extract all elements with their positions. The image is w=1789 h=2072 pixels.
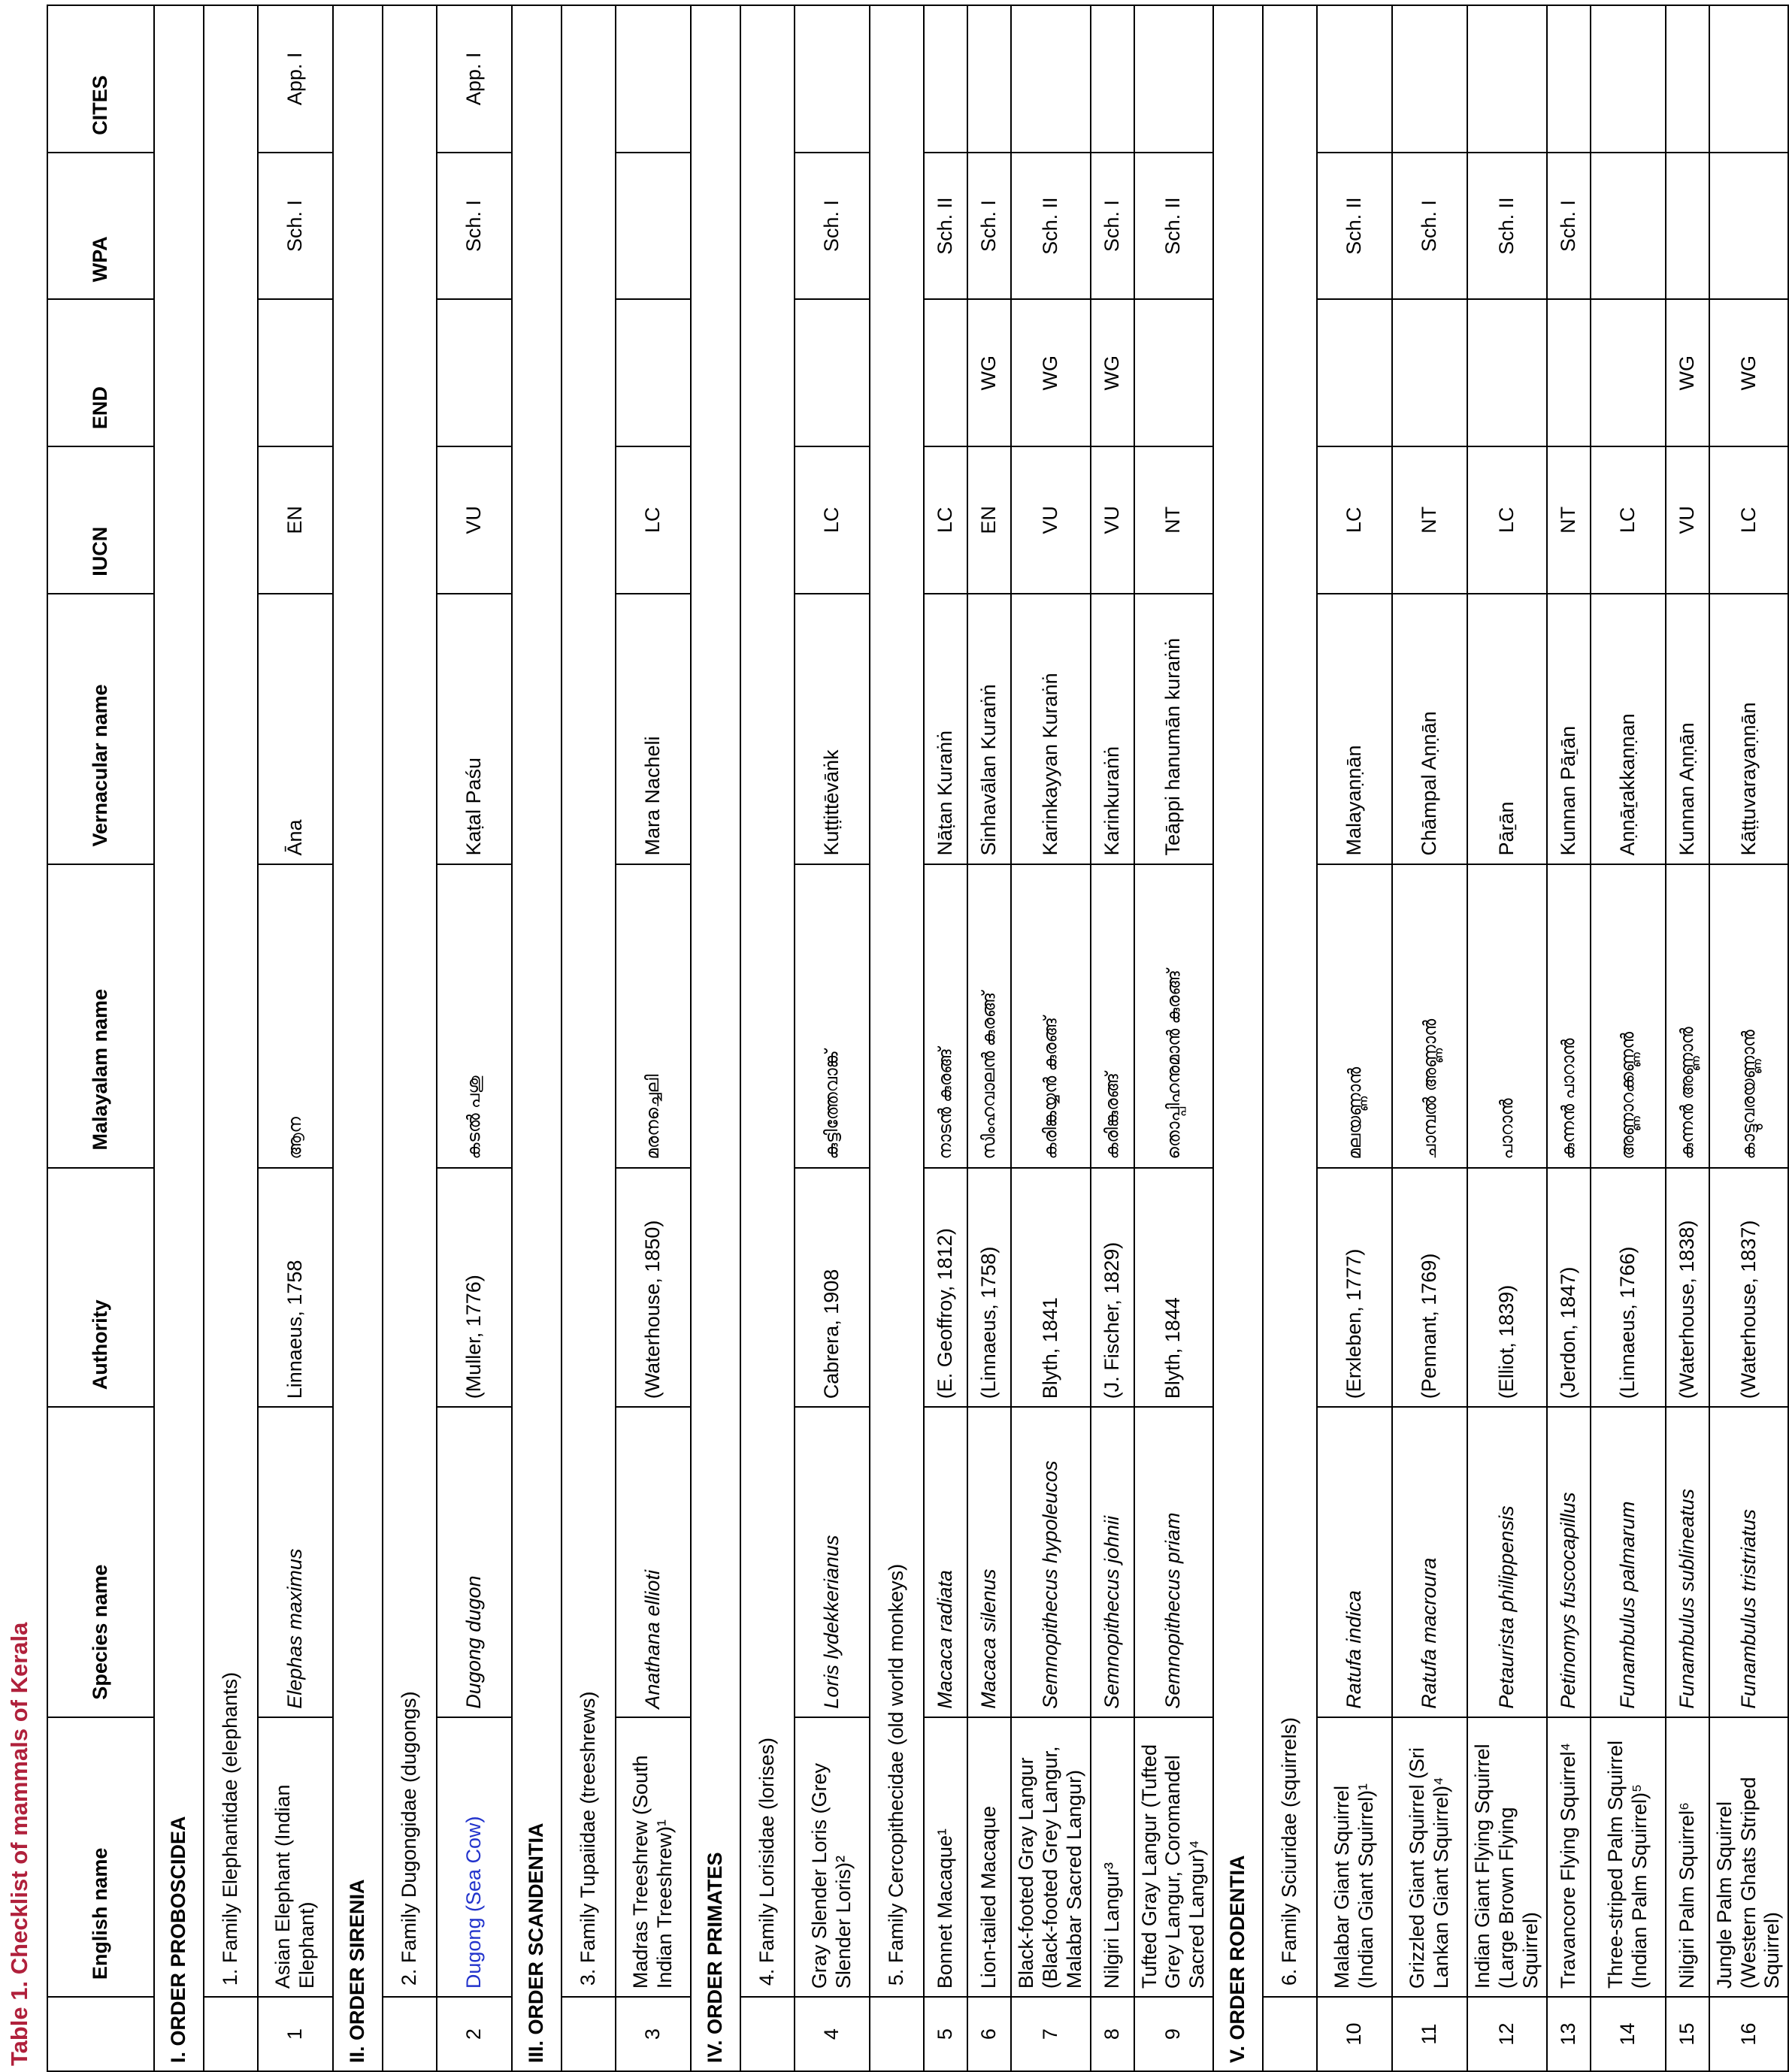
family-row [1263, 5, 1317, 2071]
table-caption: Table 1. Checklist of mammals of Kerala [6, 1622, 32, 2066]
col-header-num [47, 1997, 154, 2071]
english-name: Malabar Giant Squirrel (Indian Giant Squirrel)¹ [1317, 1717, 1392, 1997]
vernacular-name: Mara Nacheli [616, 594, 691, 864]
endemism [1467, 299, 1547, 446]
cites-appendix [616, 5, 691, 153]
species-row [616, 5, 691, 2071]
species-row [1467, 5, 1547, 2071]
english-name: Lion-tailed Macaque [967, 1717, 1011, 1997]
vernacular-name: Kāṭṭuvarayaṇṇān [1709, 594, 1789, 864]
species-row [1091, 5, 1134, 2071]
authority: Blyth, 1844 [1134, 1168, 1214, 1408]
family-row [383, 5, 437, 2071]
malayalam-name: കടൽ പശു [437, 864, 512, 1168]
cites-appendix [1591, 5, 1666, 153]
species-number: 15 [1666, 1997, 1709, 2071]
authority: (Linnaeus, 1758) [967, 1168, 1011, 1408]
order-row [154, 5, 204, 2071]
family-indent-cell [870, 1997, 924, 2071]
col-header-wpa: WPA [47, 153, 154, 300]
family-label: 2. Family Dugongidae (dugongs) [383, 5, 437, 1997]
species-number: 4 [795, 1997, 870, 2071]
iucn-status: LC [616, 446, 691, 594]
wpa-schedule: Sch. I [1547, 153, 1591, 300]
english-name: Black-footed Gray Langur (Black-footed Grey Langur, Malabar Sacred Langur) [1011, 1717, 1091, 1997]
cites-appendix [1011, 5, 1091, 153]
cites-appendix: App. I [258, 5, 333, 153]
species-name: Semnopithecus hypoleucos [1011, 1407, 1091, 1717]
english-name: Bonnet Macaque¹ [924, 1717, 967, 1997]
family-label: 5. Family Cercopithecidae (old world monkeys) [870, 5, 924, 1997]
cites-appendix [1317, 5, 1392, 153]
malayalam-name: മരനച്ചെലി [616, 864, 691, 1168]
family-row [870, 5, 924, 2071]
species-number: 11 [1392, 1997, 1467, 2071]
species-number: 8 [1091, 1997, 1134, 2071]
vernacular-name: Teāppi hanumān kuraṅṅ [1134, 594, 1214, 864]
species-row [924, 5, 967, 2071]
family-indent-cell [740, 1997, 795, 2071]
cites-appendix [1467, 5, 1547, 153]
family-indent-cell [1263, 1997, 1317, 2071]
iucn-status: LC [1709, 446, 1789, 594]
wpa-schedule: Sch. I [1392, 153, 1467, 300]
species-name: Petinomys fuscocapillus [1547, 1407, 1591, 1717]
malayalam-name: നാടൻ കുരങ്ങ് [924, 864, 967, 1168]
endemism [616, 299, 691, 446]
endemism [1392, 299, 1467, 446]
endemism [437, 299, 512, 446]
species-number: 12 [1467, 1997, 1547, 2071]
wpa-schedule: Sch. I [258, 153, 333, 300]
vernacular-name: Kuṭṭittēvāṅk [795, 594, 870, 864]
authority: (Linnaeus, 1766) [1591, 1168, 1666, 1408]
vernacular-name: Karinkuraṅṅ [1091, 594, 1134, 864]
cites-appendix [1392, 5, 1467, 153]
cites-appendix [1666, 5, 1709, 153]
authority: (J. Fischer, 1829) [1091, 1168, 1134, 1408]
wpa-schedule: Sch. II [924, 153, 967, 300]
authority: (E. Geoffroy, 1812) [924, 1168, 967, 1408]
species-name: Funambulus tristriatus [1709, 1407, 1789, 1717]
cites-appendix [795, 5, 870, 153]
col-header-end: END [47, 299, 154, 446]
species-name: Semnopithecus johnii [1091, 1407, 1134, 1717]
malayalam-name: ചാമ്പൽ അണ്ണാൻ [1392, 864, 1467, 1168]
order-label: V. ORDER RODENTIA [1213, 5, 1263, 2071]
col-header-authority: Authority [47, 1168, 154, 1408]
family-label: 1. Family Elephantidae (elephants) [204, 5, 258, 1997]
order-label: I. ORDER PROBOSCIDEA [154, 5, 204, 2071]
wpa-schedule: Sch. I [1091, 153, 1134, 300]
english-name: Asian Elephant (Indian Elephant) [258, 1717, 333, 1997]
vernacular-name: Nāṭan Kuraṅṅ [924, 594, 967, 864]
authority: Blyth, 1841 [1011, 1168, 1091, 1408]
cites-appendix [1091, 5, 1134, 153]
iucn-status: EN [967, 446, 1011, 594]
endemism [1591, 299, 1666, 446]
authority: (Waterhouse, 1837) [1709, 1168, 1789, 1408]
species-number: 14 [1591, 1997, 1666, 2071]
endemism [924, 299, 967, 446]
species-number: 9 [1134, 1997, 1214, 2071]
endemism [795, 299, 870, 446]
cites-appendix [1709, 5, 1789, 153]
family-indent-cell [204, 1997, 258, 2071]
family-row [562, 5, 616, 2071]
vernacular-name: Aṇṇāṟakkaṇṇan [1591, 594, 1666, 864]
species-number: 13 [1547, 1997, 1591, 2071]
authority: Cabrera, 1908 [795, 1168, 870, 1408]
species-row [1709, 5, 1789, 2071]
authority: (Jerdon, 1847) [1547, 1168, 1591, 1408]
malayalam-name: മലയണ്ണാൻ [1317, 864, 1392, 1168]
malayalam-name: സിംഹവാലൻ കുരങ്ങ് [967, 864, 1011, 1168]
species-name: Anathana ellioti [616, 1407, 691, 1717]
col-header-vernacular: Vernacular name [47, 594, 154, 864]
species-name: Macaca silenus [967, 1407, 1011, 1717]
species-number: 5 [924, 1997, 967, 2071]
endemism: WG [1011, 299, 1091, 446]
authority: Linnaeus, 1758 [258, 1168, 333, 1408]
iucn-status: EN [258, 446, 333, 594]
malayalam-name: കാട്ടുവരയണ്ണാൻ [1709, 864, 1789, 1168]
col-header-cites: CITES [47, 5, 154, 153]
wpa-schedule [1591, 153, 1666, 300]
authority: (Waterhouse, 1838) [1666, 1168, 1709, 1408]
endemism: WG [1091, 299, 1134, 446]
iucn-status: VU [437, 446, 512, 594]
species-number: 10 [1317, 1997, 1392, 2071]
malayalam-name: അണ്ണാറക്കണ്ണൻ [1591, 864, 1666, 1168]
malayalam-name: കുന്നൻ അണ്ണാൻ [1666, 864, 1709, 1168]
order-row [691, 5, 740, 2071]
malayalam-name: കരിങ്കുരങ്ങ് [1091, 864, 1134, 1168]
wpa-schedule: Sch. II [1134, 153, 1214, 300]
endemism: WG [1666, 299, 1709, 446]
vernacular-name: Chāmpal Aṇṇān [1392, 594, 1467, 864]
malayalam-name: കുന്നൻ പാറാൻ [1547, 864, 1591, 1168]
iucn-status: VU [1666, 446, 1709, 594]
species-number: 6 [967, 1997, 1011, 2071]
cites-appendix [1134, 5, 1214, 153]
family-indent-cell [562, 1997, 616, 2071]
endemism: WG [967, 299, 1011, 446]
species-name: Semnopithecus priam [1134, 1407, 1214, 1717]
species-row [1392, 5, 1467, 2071]
header-row [47, 5, 154, 2071]
cites-appendix: App. I [437, 5, 512, 153]
english-name: Grizzled Giant Squirrel (Sri Lankan Giant Squirrel)⁴ [1392, 1717, 1467, 1997]
species-name: Ratufa indica [1317, 1407, 1392, 1717]
order-label: IV. ORDER PRIMATES [691, 5, 740, 2071]
vernacular-name: Sinhavālan Kuraṅṅ [967, 594, 1011, 864]
iucn-status: LC [924, 446, 967, 594]
vernacular-name: Karinkayyan Kuraṅṅ [1011, 594, 1091, 864]
order-label: III. ORDER SCANDENTIA [512, 5, 562, 2071]
col-header-species: Species name [47, 1407, 154, 1717]
species-name: Loris lydekkerianus [795, 1407, 870, 1717]
authority: (Erxleben, 1777) [1317, 1168, 1392, 1408]
wpa-schedule: Sch. I [437, 153, 512, 300]
english-name: Madras Treeshrew (South Indian Treeshrew)¹ [616, 1717, 691, 1997]
cites-appendix [924, 5, 967, 153]
col-header-malayalam: Malayalam name [47, 864, 154, 1168]
malayalam-name: പാറാൻ [1467, 864, 1547, 1168]
cites-appendix [967, 5, 1011, 153]
family-indent-cell [383, 1997, 437, 2071]
vernacular-name: Kunnan Pāṟān [1547, 594, 1591, 864]
table-body [154, 5, 1788, 2071]
species-name: Elephas maximus [258, 1407, 333, 1717]
iucn-status: NT [1134, 446, 1214, 594]
species-name: Dugong dugon [437, 1407, 512, 1717]
col-header-english: English name [47, 1717, 154, 1997]
iucn-status: LC [1591, 446, 1666, 594]
order-row [1213, 5, 1263, 2071]
family-label: 4. Family Lorisidae (lorises) [740, 5, 795, 1997]
col-header-iucn: IUCN [47, 446, 154, 594]
vernacular-name: Kunnan Aṇṇān [1666, 594, 1709, 864]
malayalam-name: തൊപ്പിഹനുമാൻ കുരങ്ങ് [1134, 864, 1214, 1168]
endemism [1134, 299, 1214, 446]
species-row [1591, 5, 1666, 2071]
iucn-status: VU [1091, 446, 1134, 594]
species-name: Ratufa macroura [1392, 1407, 1467, 1717]
authority: (Muller, 1776) [437, 1168, 512, 1408]
authority: (Pennant, 1769) [1392, 1168, 1467, 1408]
species-row [1666, 5, 1709, 2071]
species-row [1134, 5, 1214, 2071]
species-row [967, 5, 1011, 2071]
wpa-schedule [616, 153, 691, 300]
iucn-status: NT [1547, 446, 1591, 594]
cites-appendix [1547, 5, 1591, 153]
endemism [1547, 299, 1591, 446]
species-name: Funambulus palmarum [1591, 1407, 1666, 1717]
vernacular-name: Pāṟān [1467, 594, 1547, 864]
iucn-status: NT [1392, 446, 1467, 594]
wpa-schedule: Sch. II [1011, 153, 1091, 300]
family-row [740, 5, 795, 2071]
english-name: Travancore Flying Squirrel⁴ [1547, 1717, 1591, 1997]
english-name-link[interactable]: Dugong (Sea Cow) [462, 1816, 486, 1989]
wpa-schedule [1709, 153, 1789, 300]
iucn-status: VU [1011, 446, 1091, 594]
wpa-schedule: Sch. I [967, 153, 1011, 300]
order-row [333, 5, 383, 2071]
iucn-status: LC [795, 446, 870, 594]
wpa-schedule: Sch. II [1317, 153, 1392, 300]
english-name: Jungle Palm Squirrel (Western Ghats Striped Squirrel) [1709, 1717, 1789, 1997]
species-name: Macaca radiata [924, 1407, 967, 1717]
english-name: Nilgiri Langur³ [1091, 1717, 1134, 1997]
english-name: Three-striped Palm Squirrel (Indian Palm Squirrel)⁵ [1591, 1717, 1666, 1997]
species-number: 7 [1011, 1997, 1091, 2071]
species-row [1011, 5, 1091, 2071]
species-name: Petaurista philippensis [1467, 1407, 1547, 1717]
english-name: Nilgiri Palm Squirrel⁶ [1666, 1717, 1709, 1997]
endemism [258, 299, 333, 446]
species-number: 1 [258, 1997, 333, 2071]
malayalam-name: കുട്ടിത്തേവാങ്ക് [795, 864, 870, 1168]
species-row [1547, 5, 1591, 2071]
mammal-checklist-table [47, 5, 1789, 2072]
iucn-status: LC [1467, 446, 1547, 594]
authority: (Waterhouse, 1850) [616, 1168, 691, 1408]
species-number: 3 [616, 1997, 691, 2071]
endemism [1317, 299, 1392, 446]
vernacular-name: Āna [258, 594, 333, 864]
species-number: 2 [437, 1997, 512, 2071]
family-label: 6. Family Sciuridae (squirrels) [1263, 5, 1317, 1997]
family-label: 3. Family Tupaiidae (treeshrews) [562, 5, 616, 1997]
english-name: Tufted Gray Langur (Tufted Grey Langur, Coromandel Sacred Langur)⁴ [1134, 1717, 1214, 1997]
order-label: II. ORDER SIRENIA [333, 5, 383, 2071]
species-number: 16 [1709, 1997, 1789, 2071]
order-row [512, 5, 562, 2071]
endemism: WG [1709, 299, 1789, 446]
english-name [437, 1717, 512, 1997]
wpa-schedule: Sch. I [795, 153, 870, 300]
malayalam-name: ആന [258, 864, 333, 1168]
authority: (Elliot, 1839) [1467, 1168, 1547, 1408]
species-row [795, 5, 870, 2071]
malayalam-name: കരിങ്കയ്യൻ കുരങ്ങ് [1011, 864, 1091, 1168]
english-name: Indian Giant Flying Squirrel (Large Brown Flying Squirrel) [1467, 1717, 1547, 1997]
vernacular-name: Kaṭal Paśu [437, 594, 512, 864]
family-row [204, 5, 258, 2071]
species-name: Funambulus sublineatus [1666, 1407, 1709, 1717]
species-row [437, 5, 512, 2071]
wpa-schedule [1666, 153, 1709, 300]
species-row [258, 5, 333, 2071]
vernacular-name: Malayaṇṇān [1317, 594, 1392, 864]
english-name: Gray Slender Loris (Grey Slender Loris)² [795, 1717, 870, 1997]
iucn-status: LC [1317, 446, 1392, 594]
species-row [1317, 5, 1392, 2071]
wpa-schedule: Sch. II [1467, 153, 1547, 300]
